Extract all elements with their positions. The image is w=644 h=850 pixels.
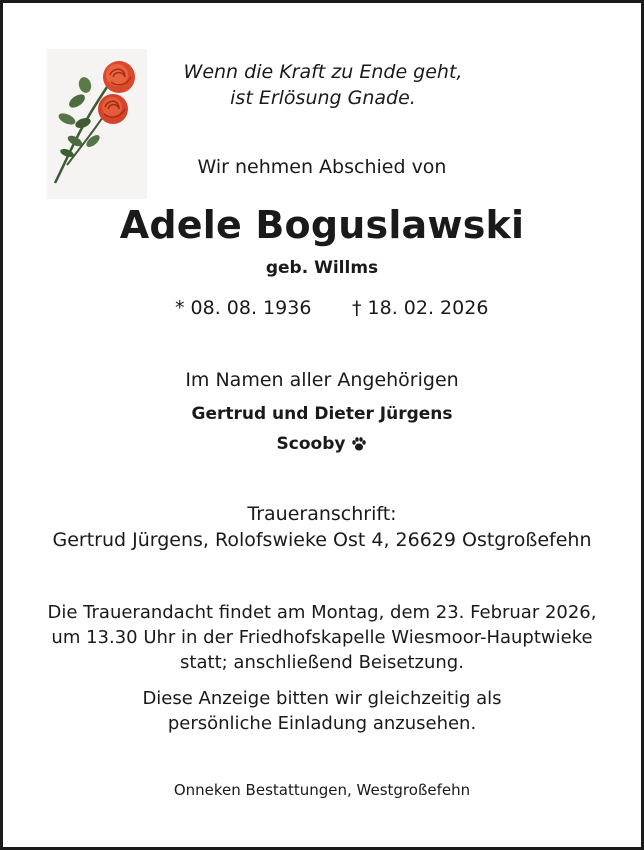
service-line-3: statt; anschließend Beisetzung. — [180, 652, 464, 673]
death-date: † 18. 02. 2026 — [352, 297, 489, 319]
service-line-1: Die Trauerandacht findet am Montag, dem 23. Februar 2026, — [47, 602, 597, 623]
address-label: Traueranschrift: — [247, 503, 397, 525]
paw-print-icon — [351, 436, 367, 452]
quote-line-2: ist Erlösung Gnade. — [230, 87, 416, 109]
mourners-intro: Im Namen aller Angehörigen — [185, 369, 459, 391]
invitation-line-1: Diese Anzeige bitten wir gleichzeitig als — [142, 688, 502, 709]
funeral-home: Onneken Bestattungen, Westgroßefehn — [173, 781, 471, 799]
deceased-name: Adele Boguslawski — [119, 203, 525, 247]
pet-name: Scooby — [276, 434, 346, 454]
mourners-names: Gertrud und Dieter Jürgens — [191, 404, 453, 424]
service-info — [3, 600, 641, 675]
farewell-intro: Wir nehmen Abschied von — [197, 156, 447, 178]
birth-name: geb. Willms — [265, 258, 379, 278]
quote-line-1: Wenn die Kraft zu Ende geht, — [183, 61, 463, 83]
service-line-2: um 13.30 Uhr in der Friedhofskapelle Wiesmoor-Hauptwieke — [51, 627, 593, 648]
address-value: Gertrud Jürgens, Rolofswieke Ost 4, 26629 Ostgroßefehn — [52, 529, 592, 551]
invitation-note — [3, 686, 641, 736]
pet-line — [3, 434, 641, 454]
birth-date: * 08. 08. 1936 — [175, 297, 312, 319]
invitation-line-2: persönliche Einladung anzusehen. — [167, 713, 477, 734]
